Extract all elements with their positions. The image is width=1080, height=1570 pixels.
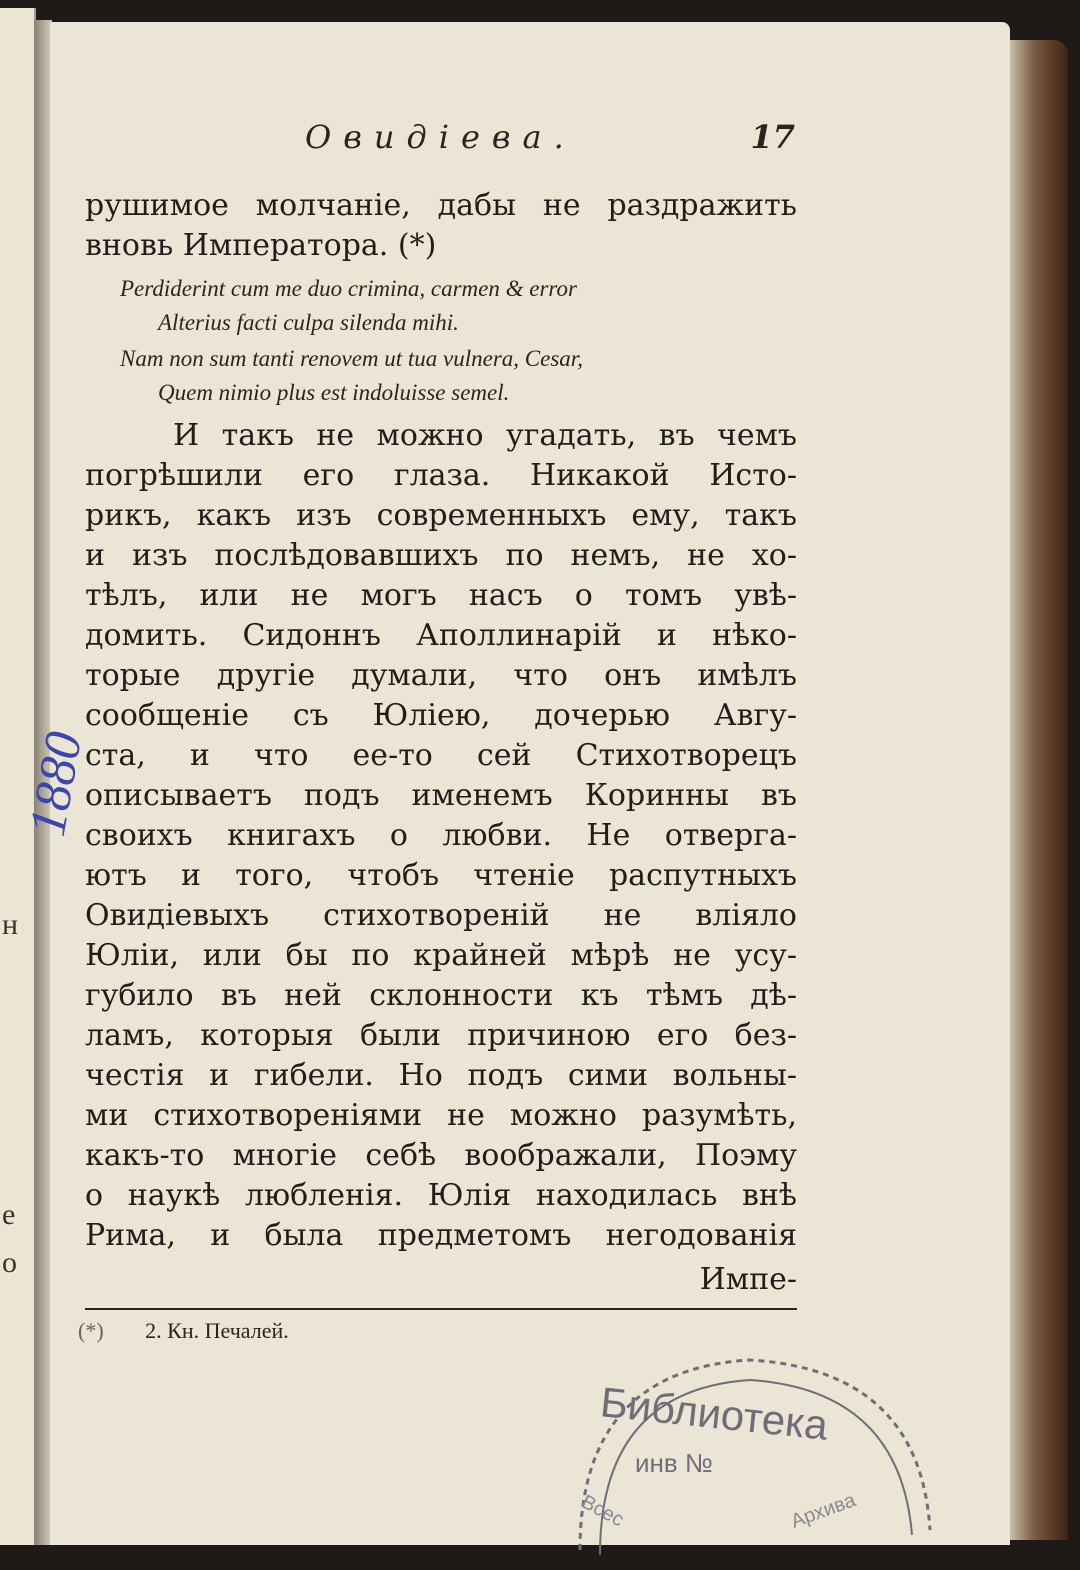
text-line: своихъ книгахъ о любви. Не отверга- [85,818,797,853]
text-line: честія и гибели. Но подъ сими вольны- [85,1058,797,1093]
latin-verse-line: Quem nimio plus est indoluisse semel. [158,380,510,405]
text-line: вновь Императора. (*) [85,228,437,263]
latin-verse-line: Perdiderint cum me duo crimina, carmen & error [120,276,577,301]
footnote-text: 2. Кн. Печалей. [145,1318,289,1343]
text-line: и изъ послѣдовавшихъ по немъ, не хо- [85,538,797,573]
handwritten-annotation: 1880 [18,727,94,841]
stamp-inventory-label: инв № [635,1448,713,1478]
text-line: тѣлъ, или не могъ насъ о томъ увѣ- [85,578,797,613]
left-page-fragment: о [2,1246,17,1279]
stamp-arc-left: Всес [577,1490,628,1532]
page-header [85,118,795,164]
text-line: губило въ ней склонности къ тѣмъ дѣ- [85,978,797,1013]
text-line: Овидіевыхъ стихотвореній не вліяло [85,898,797,933]
page-number: 17 [750,118,795,156]
footnote-mark: (*) [78,1318,104,1343]
running-title: Овидіева. [305,118,576,156]
text-line: ста, и что ее-то сей Стихотворецъ [85,738,797,773]
text-line: Юліи, или бы по крайней мѣрѣ не усу- [85,938,797,973]
stamp-arc-right: Архива [788,1489,859,1533]
latin-verse-line: Alterius facti culpa silenda mihi. [158,310,459,335]
stamp-border-icon [540,1330,960,1570]
text-line: описываетъ подъ именемъ Коринны въ [85,778,797,813]
footnote [78,1318,289,1344]
text-line: сообщеніе съ Юліею, дочерью Авгу- [85,698,797,733]
text-line: погрѣшили его глаза. Никакой Исто- [85,458,797,493]
text-line: торые другіе думали, что онъ имѣлъ [85,658,797,693]
text-line: домить. Сидоннъ Аполлинарій и нѣко- [85,618,797,653]
text-line: о наукѣ любленія. Юлія находилась внѣ [85,1178,797,1213]
stamp-title: Библиотека [598,1378,831,1449]
text-line: рушимое молчаніе, дабы не раздражить [85,188,797,223]
footnote-rule [85,1308,797,1310]
left-page-fragment: е [2,1198,16,1231]
library-stamp [540,1330,960,1570]
book-fore-edge [1010,40,1068,1540]
text-line: ми стихотвореніями не можно разумѣть, [85,1098,797,1133]
text-line: ламъ, которыя были причиною его без- [85,1018,797,1053]
text-line: ютъ и того, чтобъ чтеніе распутныхъ [85,858,797,893]
text-line: И такъ не можно угадать, въ чемъ [173,418,797,453]
catchword: Импе- [699,1262,797,1297]
text-line: рикъ, какъ изъ современныхъ ему, такъ [85,498,797,533]
left-page-fragment: н [2,908,19,941]
text-line: какъ-то многіе себѣ воображали, Поэму [85,1138,797,1173]
text-line: Рима, и была предметомъ негодованія [85,1218,797,1253]
latin-verse-line: Nam non sum tanti renovem ut tua vulnera, Cesar, [120,346,583,371]
